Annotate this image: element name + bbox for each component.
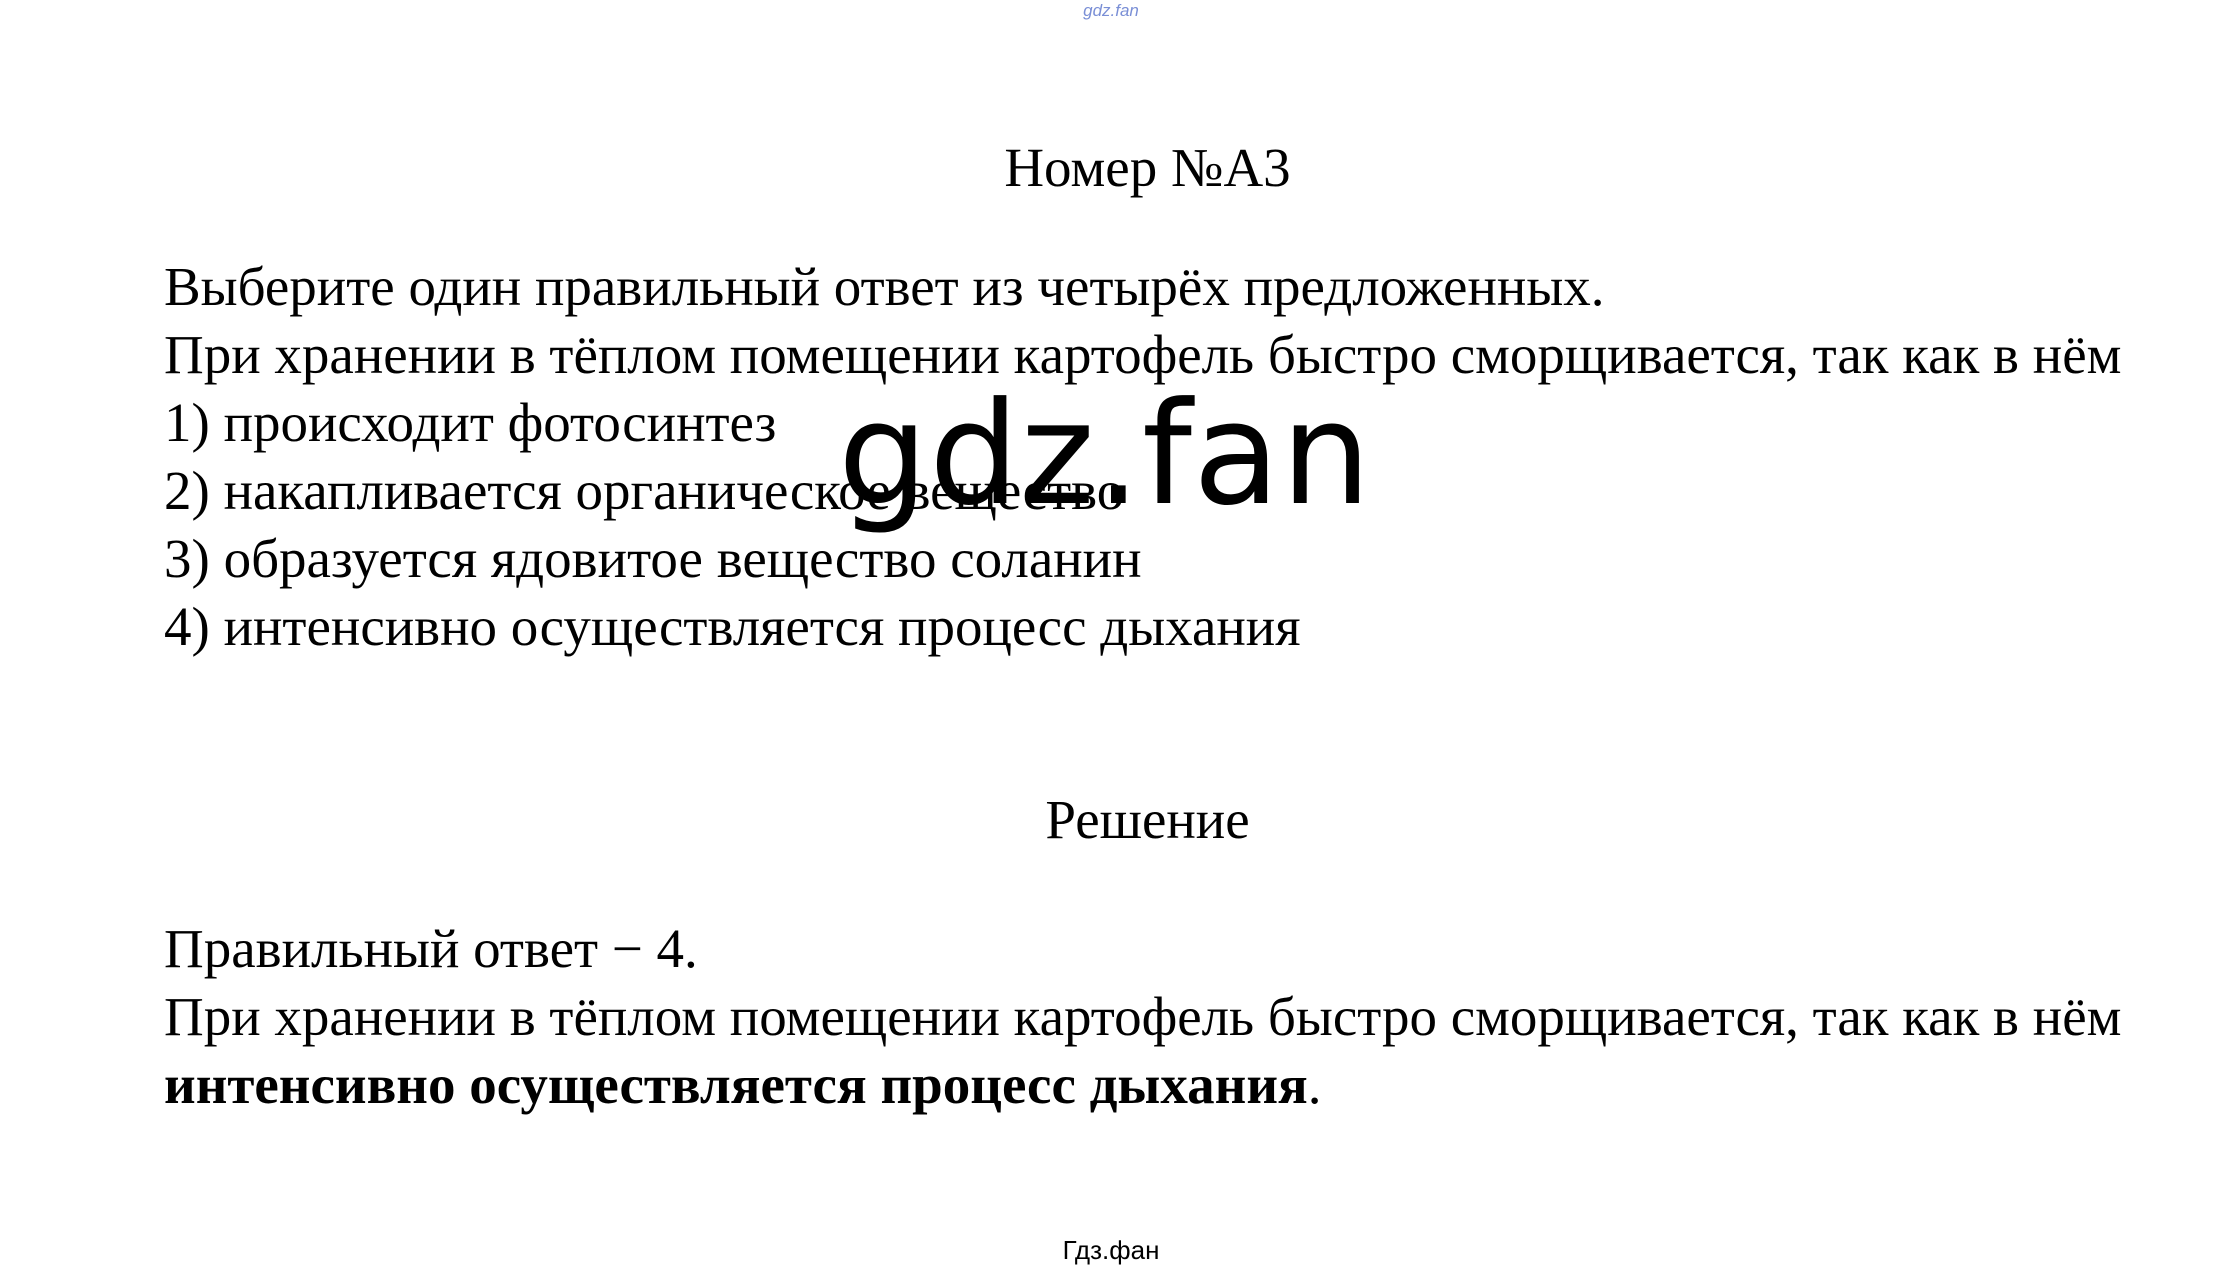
solution-answer: Правильный ответ − 4. [164,918,698,979]
solution-explanation [164,983,2144,1119]
solution-block [164,915,2144,1119]
explanation-suffix: . [1307,1054,1322,1115]
page-title: Номер №А3 [1004,137,1291,198]
explanation-prefix: При хранении в тёплом помещении картофель быстро сморщивается, так как в нём [164,986,2122,1047]
option-3: 3) образуется ядовитое вещество соланин [164,528,1142,589]
option-4: 4) интенсивно осуществляется процесс дыхания [164,596,1301,657]
solution-heading: Решение [1045,789,1250,850]
task-question: При хранении в тёплом помещении картофель быстро сморщивается, так как в нём [164,324,2122,385]
task-instruction: Выберите один правильный ответ из четырёх предложенных. [164,256,1605,317]
explanation-bold: интенсивно осуществляется процесс дыхания [164,1054,1308,1115]
site-watermark: gdz.fan [838,372,1372,537]
option-2: 2) накапливается органическое вещество [164,460,1125,521]
top-watermark: gdz.fan [1083,1,1139,20]
footer-watermark: Гдз.фан [1062,1235,1160,1265]
option-1: 1) происходит фотосинтез [164,392,777,453]
